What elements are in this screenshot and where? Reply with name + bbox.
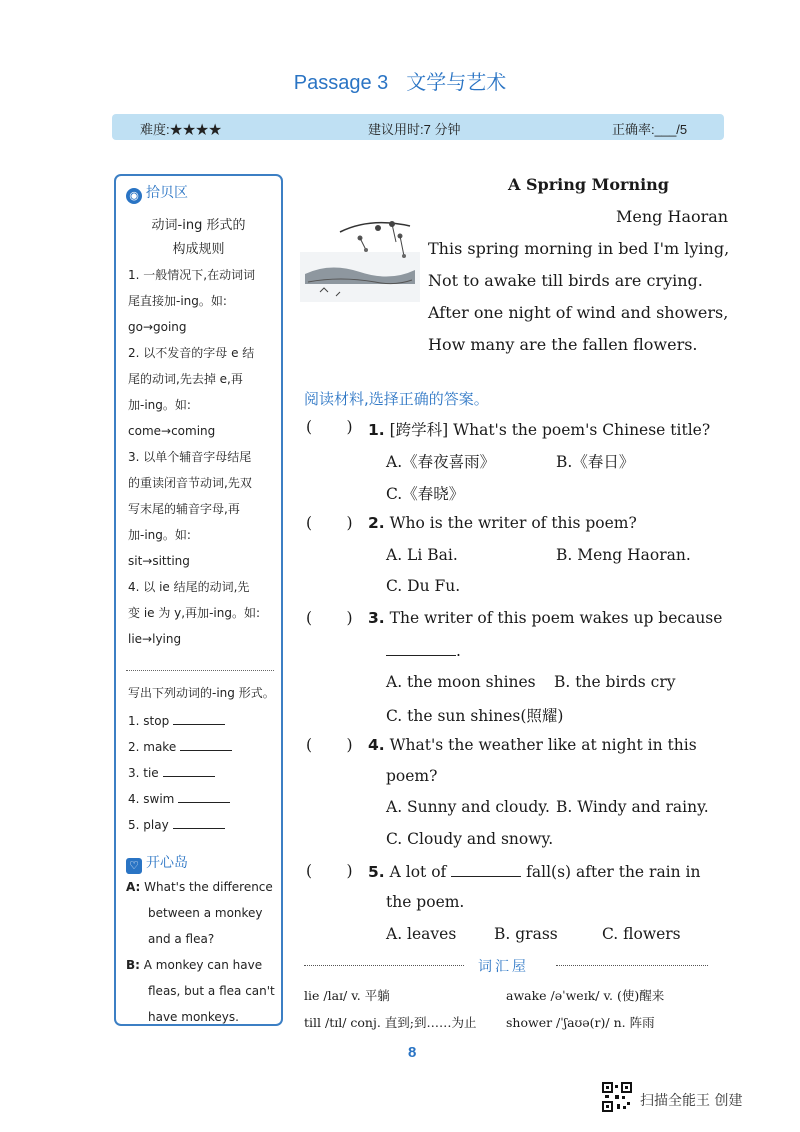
vocab-item: awake /əˈweɪk/ v. (使)醒来 [506, 988, 665, 1003]
fun-island-heading: ♡ 开心岛 [126, 852, 188, 874]
vocab-item: shower /ˈʃaʊə(r)/ n. 阵雨 [506, 1015, 655, 1030]
option[interactable]: C. the sun shines(照耀) [386, 707, 564, 725]
poem-line: This spring morning in bed I'm lying, [428, 239, 730, 258]
rule-line: 4. 以 ie 结尾的动词,先 [128, 580, 250, 594]
divider [126, 670, 274, 671]
difficulty: 难度:★★★★ [140, 122, 222, 137]
rule-line: 变 ie 为 y,再加-ing。如: [128, 606, 261, 620]
answer-paren[interactable]: ( ) [306, 418, 353, 436]
exercise-item: 2. make [128, 739, 232, 754]
question-3: 3. The writer of this poem wakes up because [368, 609, 723, 627]
page-title [0, 66, 800, 95]
option[interactable]: B.《春日》 [556, 453, 635, 471]
question-2: 2. Who is the writer of this poem? [368, 514, 637, 532]
question-4-cont: poem? [386, 767, 438, 785]
question-4: 4. What's the weather like at night in this [368, 736, 697, 754]
rule-line: 加-ing。如: [128, 528, 191, 542]
vocab-heading: 词汇屋 [478, 959, 529, 975]
option[interactable]: A. Sunny and cloudy. [386, 798, 550, 816]
shell-section-heading: ◉ 拾贝区 [126, 182, 188, 204]
rules-title-1: 动词-ing 形式的 [151, 218, 246, 233]
exercise-item: 3. tie [128, 765, 215, 780]
option[interactable]: A.《春夜喜雨》 [386, 453, 496, 471]
answer-blank[interactable] [163, 765, 215, 777]
rules-list [128, 262, 278, 652]
rule-line: 3. 以单个辅音字母结尾 [128, 450, 252, 464]
heart-cloud-icon: ♡ [126, 858, 142, 874]
option[interactable]: C. Cloudy and snowy. [386, 830, 554, 848]
poem-line: How many are the fallen flowers. [428, 335, 698, 354]
question-5: 5. A lot of fall(s) after the rain in [368, 863, 701, 881]
rule-line: 加-ing。如: [128, 398, 191, 412]
shell-icon: ◉ [126, 188, 142, 204]
topic-label: 文学与艺术 [406, 72, 507, 94]
rule-line: sit→sitting [128, 554, 190, 568]
option[interactable]: C.《春晓》 [386, 485, 465, 503]
ink-painting-illustration [300, 212, 420, 302]
option[interactable]: A. the moon shines [386, 673, 536, 691]
answer-paren[interactable]: ( ) [306, 862, 353, 880]
vocab-divider-right [556, 965, 708, 966]
poem-author: Meng Haoran [616, 207, 729, 226]
exercise-item: 4. swim [128, 791, 230, 806]
info-bar [112, 114, 724, 140]
sidebar-box [114, 174, 283, 1026]
answer-blank[interactable] [173, 817, 225, 829]
poem-line: After one night of wind and showers, [428, 303, 729, 322]
option[interactable]: B. Windy and rainy. [556, 798, 709, 816]
rule-line: 1. 一般情况下,在动词词 [128, 268, 256, 282]
joke-question: A: What's the difference between a monkey and a flea? [126, 880, 273, 946]
option[interactable]: C. flowers [602, 925, 681, 943]
option[interactable]: B. Meng Haoran. [556, 546, 691, 564]
option[interactable]: B. grass [494, 925, 558, 943]
fill-blank[interactable] [451, 862, 521, 877]
scanner-watermark: 扫描全能王 创建 [640, 1093, 743, 1109]
rule-line: 2. 以不发音的字母 e 结 [128, 346, 255, 360]
answer-blank[interactable] [180, 739, 232, 751]
suggested-time: 建议用时:7 分钟 [368, 122, 461, 137]
rule-line: 尾直接加-ing。如: [128, 294, 227, 308]
rule-line: 的重读闭音节动词,先双 [128, 476, 252, 490]
option[interactable]: A. Li Bai. [386, 546, 458, 564]
rules-title-2: 构成规则 [172, 242, 225, 257]
instruction: 阅读材料,选择正确的答案。 [304, 390, 489, 408]
rule-line: lie→lying [128, 632, 182, 646]
vocab-item: lie /laɪ/ v. 平躺 [304, 988, 390, 1003]
answer-paren[interactable]: ( ) [306, 609, 353, 627]
vocab-divider-left [304, 965, 464, 966]
answer-blank[interactable] [173, 713, 225, 725]
answer-paren[interactable]: ( ) [306, 736, 353, 754]
exercise-item: 5. play [128, 817, 225, 832]
passage-label: Passage 3 [293, 72, 389, 94]
rule-line: come→coming [128, 424, 216, 438]
fill-blank[interactable]: . [386, 641, 461, 660]
option[interactable]: C. Du Fu. [386, 577, 461, 595]
option[interactable]: B. the birds cry [554, 673, 676, 691]
question-1: 1. [跨学科] What's the poem's Chinese title? [368, 421, 711, 439]
option[interactable]: A. leaves [386, 925, 457, 943]
answer-blank[interactable] [178, 791, 230, 803]
page-number: 8 [408, 1044, 417, 1061]
exercise-title: 写出下列动词的-ing 形式。 [128, 686, 275, 700]
rule-line: go→going [128, 320, 187, 334]
accuracy: 正确率:___/5 [612, 122, 688, 137]
exercise-item: 1. stop [128, 713, 225, 728]
vocab-item: till /tɪl/ conj. 直到;到……为止 [304, 1015, 477, 1030]
rule-line: 尾的动词,先去掉 e,再 [128, 372, 243, 386]
poem-line: Not to awake till birds are crying. [428, 271, 703, 290]
answer-paren[interactable]: ( ) [306, 514, 353, 532]
question-5-cont: the poem. [386, 893, 465, 911]
joke-answer: B: A monkey can have fleas, but a flea can't have monkeys. [126, 958, 275, 1024]
poem-title: A Spring Morning [508, 175, 669, 194]
qr-code-icon [602, 1082, 632, 1112]
rule-line: 写末尾的辅音字母,再 [128, 502, 240, 516]
